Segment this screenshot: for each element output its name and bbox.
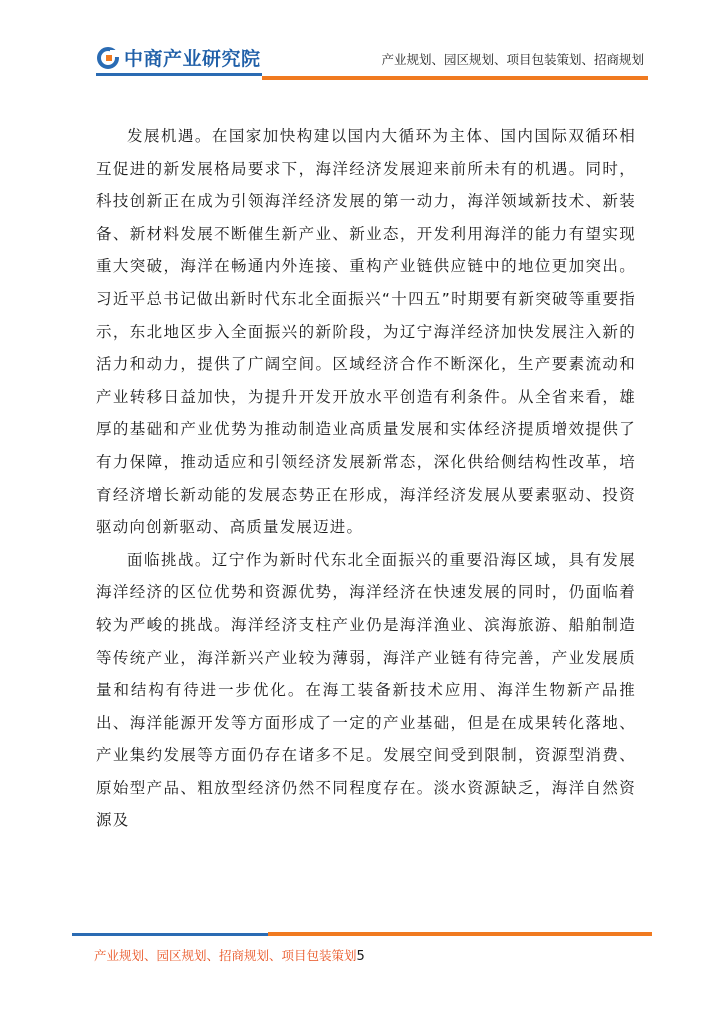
- document-body: [96, 120, 636, 837]
- company-logo: [96, 44, 261, 71]
- footer-tagline: 产业规划、园区规划、招商规划、项目包装策划: [94, 948, 357, 963]
- logo-text: 中商产业研究院: [124, 48, 261, 70]
- header-divider-blue: [96, 73, 262, 76]
- page-number: 5: [356, 949, 365, 964]
- footer-divider-orange: [268, 932, 652, 936]
- footer-divider-blue: [72, 933, 268, 936]
- header-tagline: 产业规划、园区规划、项目包装策划、招商规划: [381, 52, 644, 67]
- logo-icon: [96, 46, 120, 70]
- page-header: [0, 0, 724, 82]
- paragraph-challenges: 面临挑战。辽宁作为新时代东北全面振兴的重要沿海区域，具有发展海洋经济的区位优势和资源优势，海洋经济在快速发展的同时，仍面临着较为严峻的挑战。海洋经济支柱产业仍是海洋渔业、滨海旅游、船舶制造等传统产业，海洋新兴产业较为薄弱，海洋产业链有待完善，产业发展质量和结构有待进一步优化。在海工装备新技术应用、海洋生物新产品推出、海洋能源开发等方面形成了一定的产业基础，但是在成果转化落地、产业集约发展等方面仍存在诸多不足。发展空间受到限制，资源型消费、原始型产品、粗放型经济仍然不同程度存在。淡水资源缺乏，海洋自然资源及: [96, 550, 636, 830]
- header-divider-orange: [262, 76, 648, 80]
- paragraph-opportunities: 发展机遇。在国家加快构建以国内大循环为主体、国内国际双循环相互促进的新发展格局要求下，海洋经济发展迎来前所未有的机遇。同时，科技创新正在成为引领海洋经济发展的第一动力，海洋领域新技术、新装备、新材料发展不断催生新产业、新业态，开发利用海洋的能力有望实现重大突破，海洋在畅通内外连接、重构产业链供应链中的地位更加突出。习近平总书记做出新时代东北全面振兴“十四五”时期要有新突破等重要指示，东北地区步入全面振兴的新阶段，为辽宁海洋经济加快发展注入新的活力和动力，提供了广阔空间。区域经济合作不断深化，生产要素流动和产业转移日益加快，为提升开发开放水平创造有利条件。从全省来看，雄厚的基础和产业优势为推动制造业高质量发展和实体经济提质增效提供了有力保障，推动适应和引领经济发展新常态，深化供给侧结构性改革，培育经济增长新动能的发展态势正在形成，海洋经济发展从要素驱动、投资驱动向创新驱动、高质量发展迈进。: [96, 127, 636, 537]
- page-footer: [94, 946, 365, 964]
